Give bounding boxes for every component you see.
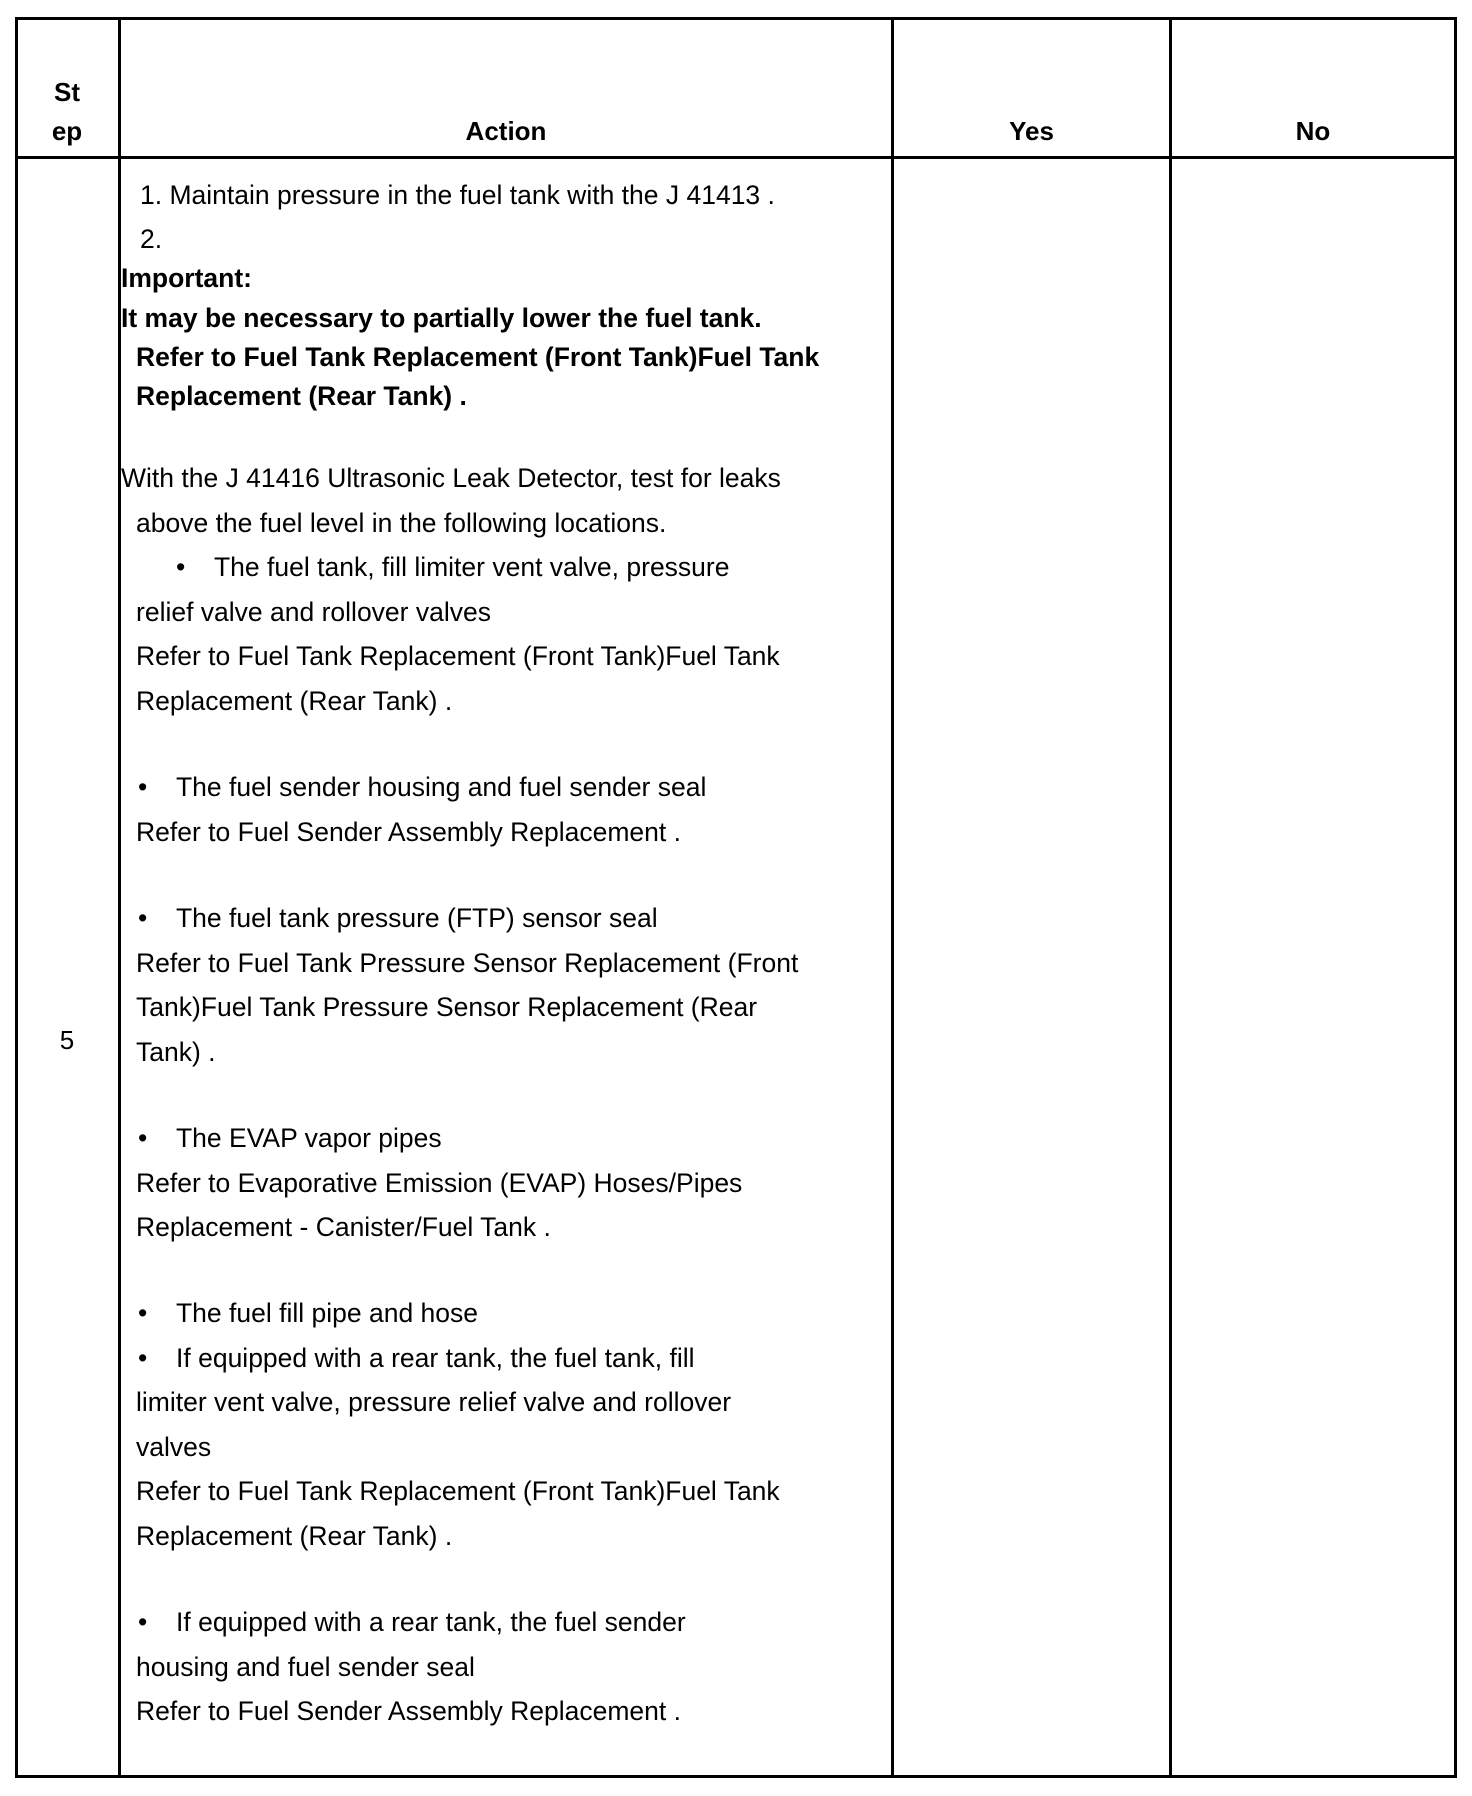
action-step-2: 2. — [140, 224, 163, 254]
header-yes: Yes — [1009, 116, 1054, 146]
bullet-item: • If equipped with a rear tank, the fuel tank, fill — [138, 1343, 695, 1373]
important-text: It may be necessary to partially lower the fuel tank. — [121, 303, 762, 333]
bullet-icon: • — [176, 552, 186, 582]
bullet-item-continuation: valves — [136, 1432, 212, 1462]
table-border-left — [15, 17, 18, 1777]
bullet-item: • The fuel sender housing and fuel sender seal — [138, 772, 707, 802]
bullet-icon: • — [138, 772, 148, 802]
reference-text: Refer to Fuel Tank Replacement (Front Tank)Fuel Tank — [136, 641, 780, 671]
bullet-icon: • — [138, 1298, 148, 1328]
leak-test-instruction-line2: above the fuel level in the following locations. — [136, 508, 667, 538]
step-number: 5 — [59, 1025, 75, 1055]
header-no: No — [1295, 116, 1331, 146]
bullet-item: • The fuel fill pipe and hose — [138, 1298, 479, 1328]
reference-text: Tank) . — [136, 1037, 216, 1067]
leak-test-instruction-line1: With the J 41416 Ultrasonic Leak Detector, test for leaks — [121, 463, 781, 493]
reference-text: Refer to Evaporative Emission (EVAP) Hoses/Pipes — [136, 1168, 743, 1198]
table-border-top — [15, 17, 1457, 20]
no-cell — [1172, 159, 1454, 1775]
important-label: Important: — [121, 263, 253, 293]
reference-text: Tank)Fuel Tank Pressure Sensor Replacement (Rear — [136, 992, 758, 1022]
reference-text: Replacement - Canister/Fuel Tank . — [136, 1212, 551, 1242]
bullet-item: • The fuel tank, fill limiter vent valve, pressure — [176, 552, 730, 582]
bullet-item-continuation: limiter vent valve, pressure relief valve and rollover — [136, 1387, 732, 1417]
header-step-line1: St — [54, 77, 80, 107]
header-action: Action — [465, 116, 547, 146]
yes-cell — [894, 159, 1169, 1775]
reference-text: Refer to Fuel Tank Pressure Sensor Replacement (Front — [136, 948, 799, 978]
important-reference-line1: Refer to Fuel Tank Replacement (Front Tank)Fuel Tank — [136, 342, 820, 372]
bullet-item: • If equipped with a rear tank, the fuel sender — [138, 1607, 686, 1637]
reference-text: Replacement (Rear Tank) . — [136, 1521, 453, 1551]
bullet-item-continuation: housing and fuel sender seal — [136, 1652, 475, 1682]
reference-text: Refer to Fuel Sender Assembly Replacement . — [136, 1696, 681, 1726]
table-border-right — [1454, 17, 1457, 1777]
bullet-item: • The EVAP vapor pipes — [138, 1123, 442, 1153]
action-step-1: 1. Maintain pressure in the fuel tank with the J 41413 . — [140, 180, 775, 210]
reference-text: Refer to Fuel Sender Assembly Replacement . — [136, 817, 681, 847]
important-reference-line2: Replacement (Rear Tank) . — [136, 381, 467, 411]
reference-text: Refer to Fuel Tank Replacement (Front Tank)Fuel Tank — [136, 1476, 780, 1506]
bullet-icon: • — [138, 903, 148, 933]
bullet-item-continuation: relief valve and rollover valves — [136, 597, 491, 627]
bullet-icon: • — [138, 1607, 148, 1637]
bullet-item: • The fuel tank pressure (FTP) sensor seal — [138, 903, 658, 933]
table-border-bottom — [15, 1775, 1457, 1778]
bullet-icon: • — [138, 1343, 148, 1373]
header-step-line2: ep — [51, 116, 83, 146]
reference-text: Replacement (Rear Tank) . — [136, 686, 453, 716]
bullet-icon: • — [138, 1123, 148, 1153]
